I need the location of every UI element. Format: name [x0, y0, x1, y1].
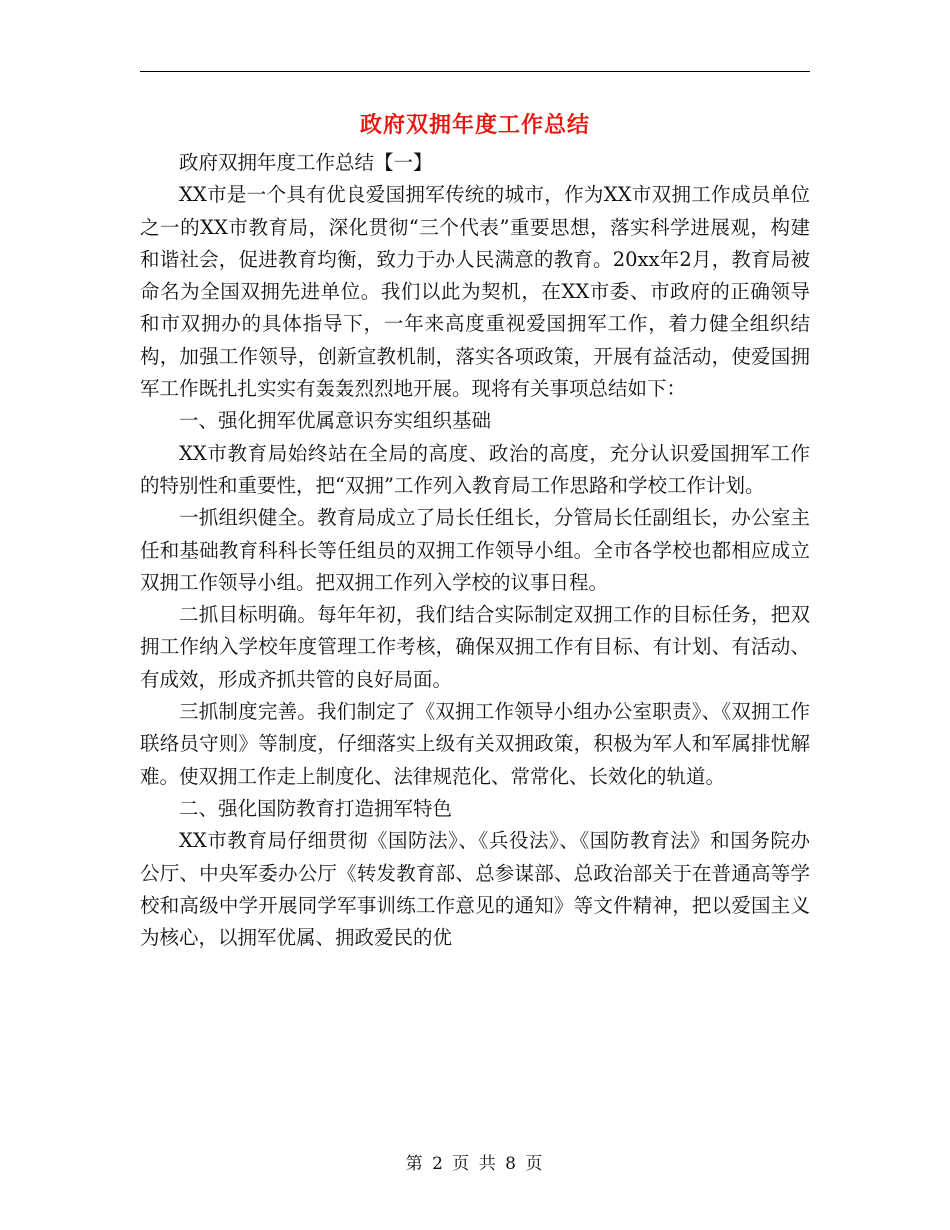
document-body [140, 147, 810, 954]
paragraph: XX市教育局始终站在全局的高度、政治的高度，充分认识爱国拥军工作的特别性和重要性，把“双拥”工作列入教育局工作思路和学校工作计划。 [140, 441, 810, 497]
header-rule [140, 71, 810, 72]
paragraph: XX市教育局仔细贯彻《国防法》、《兵役法》、《国防教育法》和国务院办公厅、中央军委办公厅《转发教育部、总参谋部、总政治部关于在普通高等学校和高级中学开展同学军事训练工作意见的通知》等文件精神，把以爱国主义为核心，以拥军优属、拥政爱民的优 [140, 829, 810, 950]
paragraph: 一抓组织健全。教育局成立了局长任组长，分管局长任副组长，办公室主任和基础教育科科长等任组员的双拥工作领导小组。全市各学校也都相应成立双拥工作领导小组。把双拥工作列入学校的议事日程。 [140, 506, 810, 594]
section-heading: 一、强化拥军优属意识夯实组织基础 [179, 409, 492, 433]
document-title: 政府双拥年度工作总结 [359, 112, 590, 138]
paragraph: 三抓制度完善。我们制定了《双拥工作领导小组办公室职责》、《双拥工作联络员守则》等制度，仔细落实上级有关双拥政策，积极为军人和军属排忧解难。使双拥工作走上制度化、法律规范化、常常化、长效化的轨道。 [140, 700, 810, 788]
section-heading: 二、强化国防教育打造拥军特色 [179, 796, 453, 820]
page-number-footer: 第 2 页 共 8 页 [405, 1154, 545, 1174]
paragraph: 二抓目标明确。每年年初，我们结合实际制定双拥工作的目标任务，把双拥工作纳入学校年度管理工作考核，确保双拥工作有目标、有计划、有活动、有成效，形成齐抓共管的良好局面。 [140, 603, 810, 691]
paragraph: XX市是一个具有优良爱国拥军传统的城市，作为XX市双拥工作成员单位之一的XX市教育局，深化贯彻“三个代表”重要思想，落实科学进展观，构建和谐社会，促进教育均衡，致力于办人民满意的教育。20xx年2月，教育局被命名为全国双拥先进单位。我们以此为契机，在XX市委、市政府的正确领导和市双拥办的具体指导下，一年来高度重视爱国拥军工作，着力健全组织结构，加强工作领导，创新宣教机制，落实各项政策，开展有益活动，使爱国拥军工作既扎扎实实有轰轰烈烈地开展。现将有关事项总结如下： [140, 183, 810, 401]
section-heading: 政府双拥年度工作总结【一】 [179, 151, 433, 174]
